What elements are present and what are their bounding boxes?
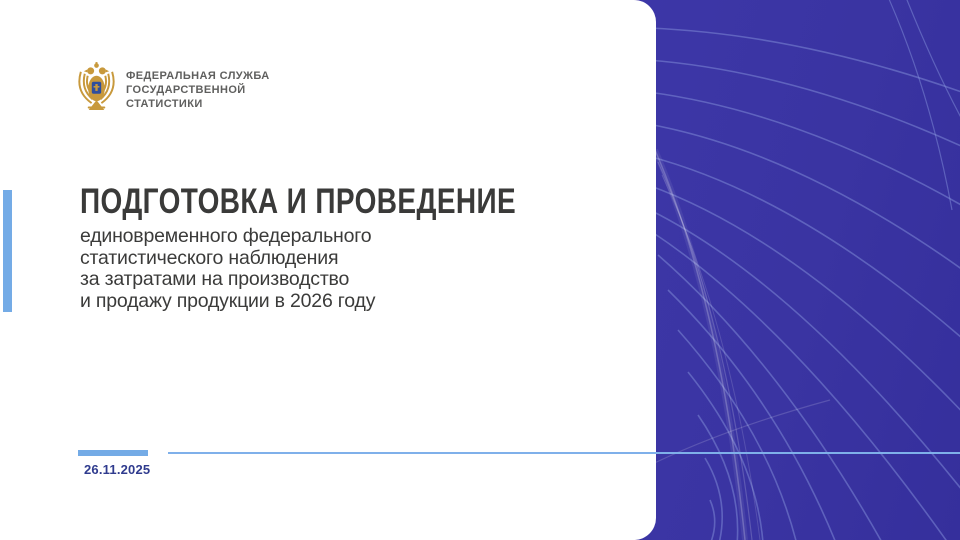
slide-date: 26.11.2025 bbox=[84, 462, 151, 477]
footer-rule-line bbox=[168, 452, 960, 454]
logo-text-line: ГОСУДАРСТВЕННОЙ bbox=[126, 84, 246, 96]
subtitle-line: единовременного федерального bbox=[80, 225, 372, 247]
logo-text bbox=[126, 69, 270, 111]
rosstat-logo bbox=[75, 61, 270, 112]
logo-text-line: СТАТИСТИКИ bbox=[126, 98, 203, 110]
logo-text-line: ФЕДЕРАЛЬНАЯ СЛУЖБА bbox=[126, 70, 270, 82]
subtitle-line: и продажу продукции в 2026 году bbox=[80, 290, 376, 313]
rosstat-eagle-icon bbox=[75, 61, 118, 112]
subtitle-line: за затратами на производство bbox=[80, 268, 350, 291]
subtitle-line: статистического наблюдения bbox=[80, 246, 339, 269]
accent-vertical-bar bbox=[3, 190, 12, 312]
slide-subtitle bbox=[80, 226, 375, 313]
slide-title: ПОДГОТОВКА И ПРОВЕДЕНИЕ bbox=[80, 182, 517, 221]
footer-accent-segment bbox=[78, 450, 148, 456]
